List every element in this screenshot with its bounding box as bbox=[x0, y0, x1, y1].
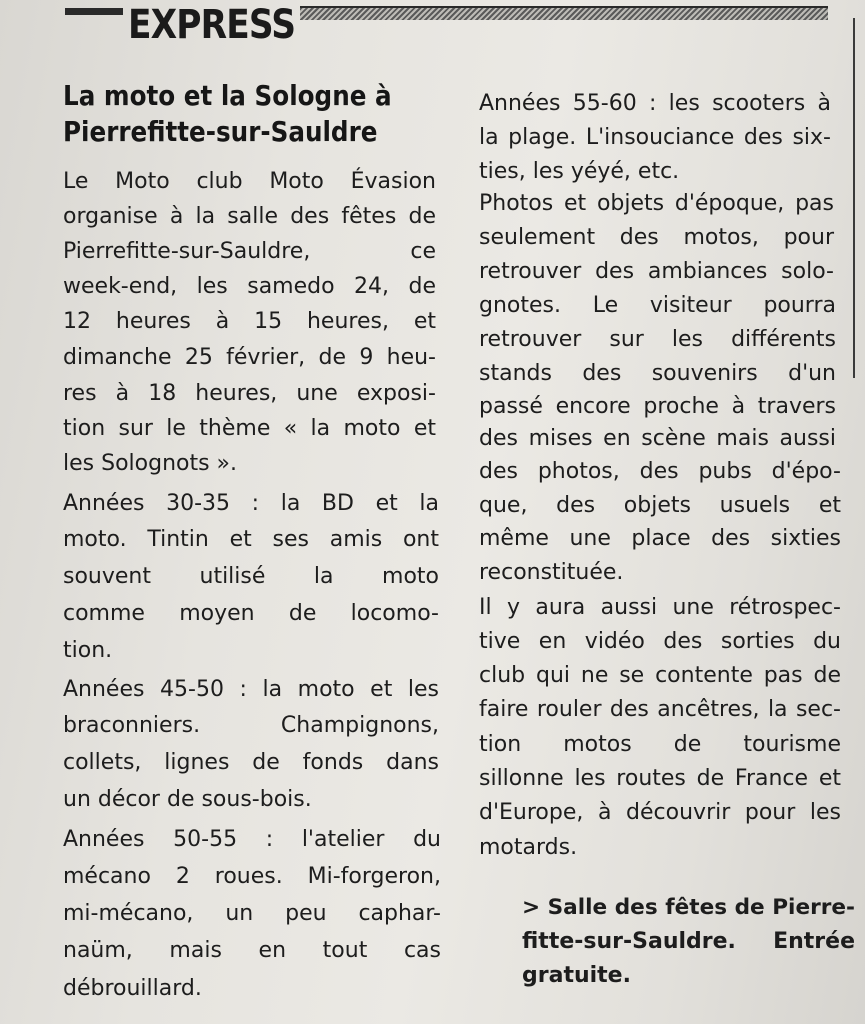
text-line: 12 heures à 15 heures, et bbox=[63, 309, 436, 334]
text-line: retrouver des ambiances solo- bbox=[479, 259, 834, 284]
text-line: Années 50-55 : l'atelier du bbox=[63, 827, 441, 852]
text-line: des photos, des pubs d'épo- bbox=[479, 459, 841, 484]
event-info-line: > Salle des fêtes de Pierre- bbox=[522, 895, 855, 920]
text-line: retrouver sur les différents bbox=[479, 327, 836, 352]
text-line: braconniers. Champignons, bbox=[63, 713, 439, 738]
text-line: tion sur le thème « la moto et bbox=[63, 416, 436, 441]
text-line: ties, les yéyé, etc. bbox=[479, 159, 680, 184]
text-line: seulement des motos, pour bbox=[479, 225, 834, 250]
text-line: organise à la salle des fêtes de bbox=[63, 204, 436, 229]
text-line: week-end, les samedo 24, de bbox=[63, 274, 436, 299]
text-line: un décor de sous-bois. bbox=[63, 787, 312, 812]
text-line: moto. Tintin et ses amis ont bbox=[63, 527, 439, 552]
text-line: les Solognots ». bbox=[63, 451, 238, 476]
text-line: motards. bbox=[479, 835, 578, 860]
text-line: tion. bbox=[63, 638, 113, 663]
text-line: faire rouler des ancêtres, la sec- bbox=[479, 697, 841, 722]
text-line: débrouillard. bbox=[63, 976, 202, 1001]
text-line: Années 55-60 : les scooters à bbox=[479, 91, 831, 116]
text-line: Années 30-35 : la BD et la bbox=[63, 491, 439, 516]
headline-line: Pierrefitte-sur-Sauldre bbox=[63, 115, 378, 148]
text-line: Années 45-50 : la moto et les bbox=[63, 677, 439, 702]
text-line: tion motos de tourisme bbox=[479, 732, 841, 757]
text-line: souvent utilisé la moto bbox=[63, 564, 439, 589]
text-line: passé encore proche à travers bbox=[479, 394, 836, 419]
text-line: que, des objets usuels et bbox=[479, 493, 841, 518]
text-line: d'Europe, à découvrir pour les bbox=[479, 800, 841, 825]
text-line: Photos et objets d'époque, pas bbox=[479, 191, 834, 216]
text-line: gnotes. Le visiteur pourra bbox=[479, 293, 836, 318]
text-line: res à 18 heures, une exposi- bbox=[63, 381, 436, 406]
text-line: reconstituée. bbox=[479, 560, 624, 585]
text-line: des mises en scène mais aussi bbox=[479, 426, 836, 451]
text-line: mi-mécano, un peu caphar- bbox=[63, 901, 441, 926]
headline-line: La moto et la Sologne à bbox=[63, 79, 392, 112]
text-line: naüm, mais en tout cas bbox=[63, 938, 441, 963]
text-line: Il y aura aussi une rétrospec- bbox=[479, 595, 841, 620]
text-line: même une place des sixties bbox=[479, 526, 841, 551]
header-rule-left bbox=[65, 8, 123, 15]
article-headline bbox=[63, 78, 397, 150]
text-line: tive en vidéo des sorties du bbox=[479, 629, 841, 654]
text-line: comme moyen de locomo- bbox=[63, 601, 439, 626]
event-info-line: fitte-sur-Sauldre. Entrée bbox=[522, 929, 855, 954]
text-line: dimanche 25 février, de 9 heu- bbox=[63, 345, 436, 370]
event-info-line: gratuite. bbox=[522, 963, 631, 988]
text-line: Le Moto club Moto Évasion bbox=[63, 169, 436, 194]
text-line: la plage. L'insouciance des six- bbox=[479, 125, 831, 150]
column-border bbox=[853, 18, 855, 378]
header-rule-right bbox=[300, 6, 828, 20]
rubric-title: EXPRESS bbox=[128, 2, 296, 48]
text-line: collets, lignes de fonds dans bbox=[63, 750, 439, 775]
text-line: sillonne les routes de France et bbox=[479, 766, 841, 791]
text-line: club qui ne se contente pas de bbox=[479, 663, 841, 688]
text-line: stands des souvenirs d'un bbox=[479, 361, 836, 386]
text-line: mécano 2 roues. Mi-forgeron, bbox=[63, 864, 441, 889]
text-line: Pierrefitte-sur-Sauldre, ce bbox=[63, 239, 436, 264]
